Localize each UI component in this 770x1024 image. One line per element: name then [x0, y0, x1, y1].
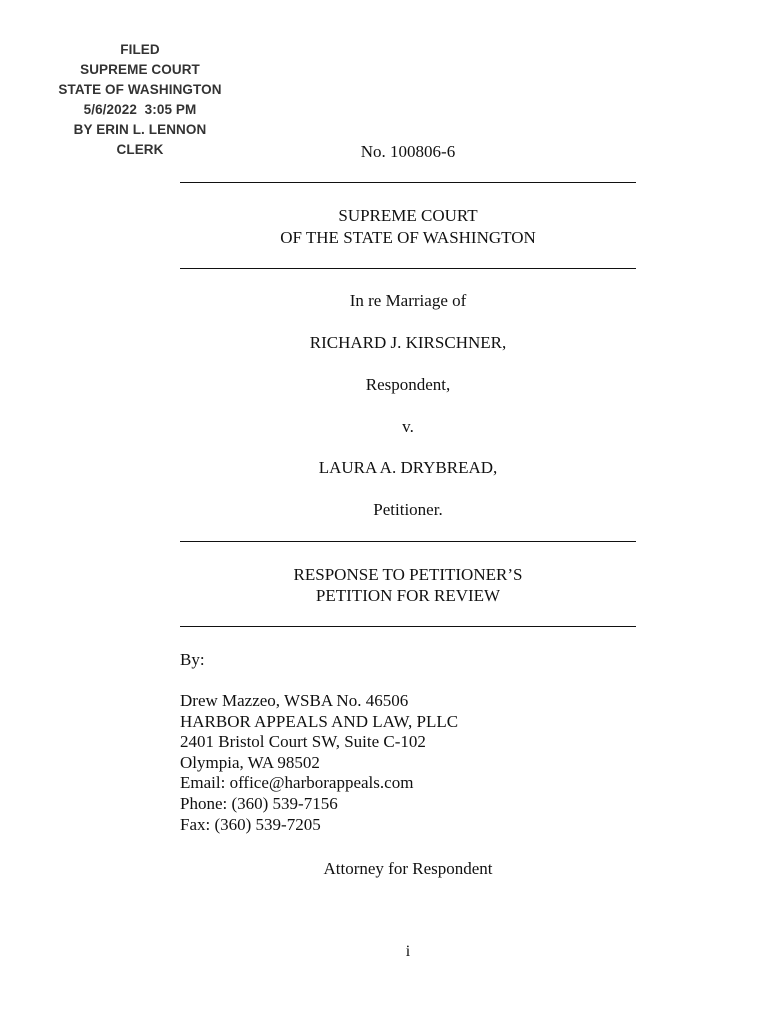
- document-title-line-2: PETITION FOR REVIEW: [315, 586, 501, 605]
- court-line-2: OF THE STATE OF WASHINGTON: [280, 228, 536, 247]
- divider-rule: [180, 626, 636, 627]
- case-number: No. 100806-6: [360, 142, 456, 161]
- divider-rule: [180, 541, 636, 542]
- court-name: [180, 205, 636, 249]
- caption-petitioner-role: Petitioner.: [373, 500, 443, 519]
- caption-respondent-role: Respondent,: [365, 375, 451, 394]
- attorney-address-line-2: Olympia, WA 98502: [180, 752, 320, 772]
- caption-party-respondent: RICHARD J. KIRSCHNER,: [309, 333, 507, 352]
- attorney-firm: HARBOR APPEALS AND LAW, PLLC: [180, 711, 459, 731]
- court-line-1: SUPREME COURT: [338, 206, 478, 225]
- caption-in-re: In re Marriage of: [349, 291, 467, 310]
- attorney-email: Email: office@harborappeals.com: [180, 773, 414, 793]
- stamp-line-filed: FILED: [120, 42, 160, 57]
- stamp-line-court: SUPREME COURT: [80, 62, 200, 77]
- document-title: [180, 564, 636, 606]
- divider-rule: [180, 182, 636, 183]
- attorney-phone: Phone: (360) 539-7156: [180, 793, 338, 813]
- attorney-role: Attorney for Respondent: [323, 859, 493, 878]
- stamp-line-datetime: 5/6/2022 3:05 PM: [83, 102, 197, 117]
- stamp-line-clerk: CLERK: [116, 142, 164, 157]
- attorney-fax: Fax: (360) 539-7205: [180, 814, 321, 834]
- caption-versus: v.: [402, 417, 414, 436]
- document-title-line-1: RESPONSE TO PETITIONER’S: [293, 565, 523, 584]
- caption-party-petitioner: LAURA A. DRYBREAD,: [318, 458, 498, 477]
- divider-rule: [180, 268, 636, 269]
- attorney-block: [180, 691, 636, 835]
- stamp-line-state: STATE OF WASHINGTON: [58, 82, 222, 97]
- stamp-line-by: BY ERIN L. LENNON: [73, 122, 207, 137]
- attorney-by-label: By:: [180, 650, 205, 669]
- attorney-name: Drew Mazzeo, WSBA No. 46506: [180, 691, 409, 710]
- page-number: i: [405, 943, 411, 960]
- attorney-address-line-1: 2401 Bristol Court SW, Suite C-102: [180, 732, 426, 752]
